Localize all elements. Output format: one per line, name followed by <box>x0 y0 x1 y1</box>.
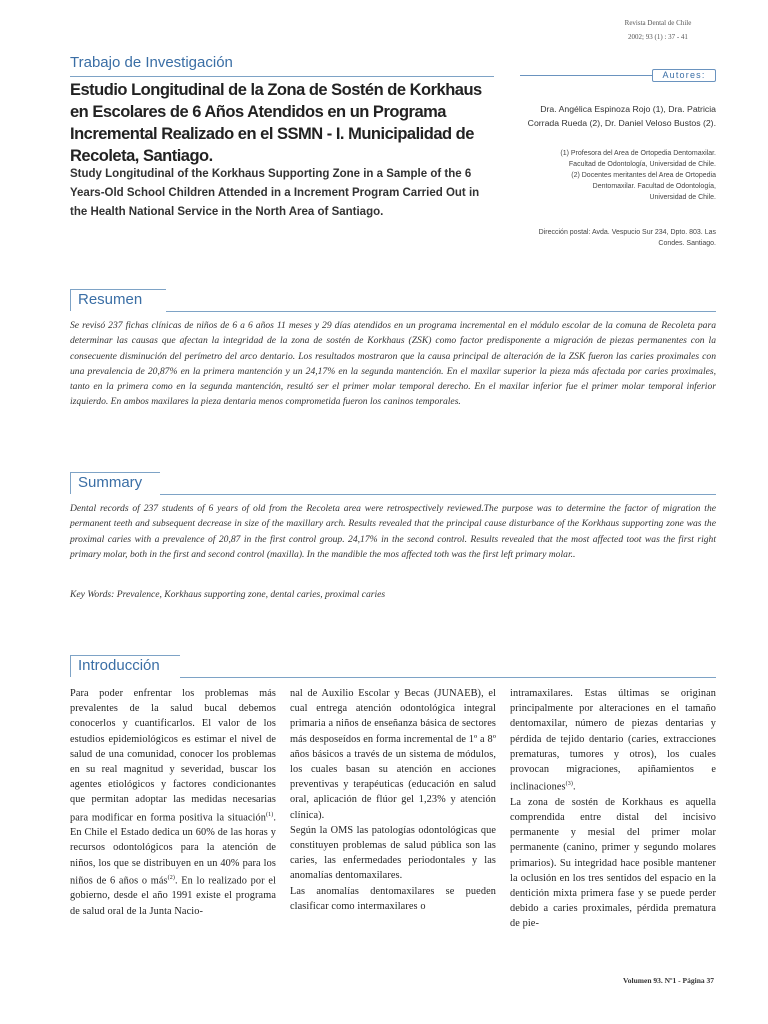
paragraph: nal de Auxilio Escolar y Becas (JUNAEB), el cual entrega atención odontológica integral primaria a niños de enseñanza básica de sectores más desposeídos en forma incremental de 1º a 8º años básicos a través de un sistema de módulos, los cuales basan su atención en acciones preventivas y terapéuticas (educación en salud oral, aplicación de flúor gel 1,23% y atención clínica). <box>290 688 496 821</box>
resumen-heading: Resumen <box>78 291 143 308</box>
autores-divider <box>520 75 652 76</box>
paragraph: intramaxilares. Estas últimas se originan principalmente por alteraciones en el tamaño dentomaxilar, número de piezas dentarias y pérdida de tejido dentario (caries, extracciones prematuras, tumores y otros), los cuales provocan migraciones, apiñamientos e inclinaciones$^{(3)}$. <box>510 688 716 793</box>
affiliations: (1) Profesora del Area de Ortopedia Dentomaxilar. Facultad de Odontología, Universidad de Chile. (2) Docentes meritantes del Area de Ortopedia Dentomaxilar. Facultad de Odontología, Universidad de Chile. <box>560 150 716 201</box>
section-label: Trabajo de Investigación <box>70 54 233 71</box>
journal-name: Revista Dental de Chile <box>624 19 692 27</box>
keywords: Key Words: Prevalence, Korkhaus supporting zone, dental caries, proximal caries <box>70 589 386 600</box>
postal-address: Dirección postal: Avda. Vespucio Sur 234, Dpto. 803. Las Condes. Santiago. <box>538 229 716 247</box>
journal-issue: 2002; 93 (1) : 37 - 41 <box>628 33 688 41</box>
title-divider <box>70 76 494 77</box>
paragraph: Para poder enfrentar los problemas más prevalentes de la salud bucal debemos conocerlos y cuantificarlos. El valor de los estudios epidemiológicos es estimar el nivel de salud de una comunidad, conocer los problemas en su real magnitud y severidad, buscar los agentes etiológicos y factores condicionantes que permitan adoptar las medidas necesarias para modificar en forma positiva la situación$^{(1)}$. En Chile el Estado dedica un 60% de las horas y recursos odontológicos para la atención de niños, los que se distribuyen en un 40% para los niños de 6 años o más$^{(2)}$. En lo realizado por el gobierno, desde el año 1991 existe el programa de salud oral de la Junta Nacio- <box>70 688 276 917</box>
introduccion-rule <box>180 677 716 678</box>
body-column-3 <box>510 686 716 932</box>
introduccion-heading: Introducción <box>78 657 160 674</box>
body-column-2 <box>290 686 496 914</box>
resumen-text: Se revisó 237 fichas clínicas de niños de 6 a 6 años 11 meses y 29 días atendidos en un programa incremental en el módulo escolar de la comuna de Recoleta para determinar las causas que afectan la integridad de la zona de sostén de Korkhaus (ZSK) como factor predisponente a migración de piezas permanentes con la consecuente disminución del perímetro del arco dentario. Los resultados mostraron que la causa principal de alteración de la ZSK fueron las caries proximales con una prevalencia de 20,87% en la primera mantención y un 24,17% en la segunda mantención. En el maxilar superior la pieza más afectada por caries proximales, tanto en la primera como en la segunda mantención, resultó ser el primer molar temporal derecho. En el maxilar inferior fue el primer molar temporal inferior izquierdo. En ambos maxilares la pieza dentaria menos comprometida fueron los caninos temporales. <box>70 320 716 408</box>
summary-rule <box>160 494 716 495</box>
spanish-title: Estudio Longitudinal de la Zona de Sostén de Korkhaus en Escolares de 6 Años Atendidos en un Programa Incremental Realizado en el SSMN - I. Municipalidad de Recoleta, Santiago. <box>70 81 482 165</box>
paragraph: Las anomalías dentomaxilares se pueden clasificar como intermaxilares o <box>290 885 496 912</box>
journal-header <box>606 16 710 44</box>
body-column-1 <box>70 686 276 919</box>
autores-label: Autores: <box>662 70 706 80</box>
authors: Dra. Angélica Espinoza Rojo (1), Dra. Patricia Corrada Rueda (2), Dr. Daniel Veloso Bustos (2). <box>527 104 716 128</box>
paragraph: La zona de sostén de Korkhaus es aquella comprendida entre distal del incisivo permanente y mesial del primer molar permanente (canino, primer y segundo molares primarios). Su integridad hace posible mantener la oclusión en los tres sentidos del espacio en la dentición mixta primera fase y se puede perder debido a caries proximales, pérdida prematura de pie- <box>510 796 716 930</box>
summary-text: Dental records of 237 students of 6 years of old from the Recoleta area were retrospectively reviewed.The purpose was to determine the factor of migration the permanent teeth and subsequent decrease in size of the maxillary arch. Results revealed that the principal cause disturbance of the Korkhaus supporting zone was the proximal caries with a prevalence of 20,87 in the first control group. 24,17% in the second control. Results revealed that the most affected toot was the first right primary molar, both in the first and second control (maxilla). In the mandible the mos affected toth was the first left primary molar.. <box>70 503 716 560</box>
page-footer: Volumen 93. Nº1 - Página 37 <box>623 976 714 985</box>
summary-heading: Summary <box>78 474 143 491</box>
paragraph: Según la OMS las patologías odontológicas que constituyen problemas de salud pública son las caries, las enfermedades periodontales y las anomalías dentomaxilares. <box>290 824 496 882</box>
english-title: Study Longitudinal of the Korkhaus Supporting Zone in a Sample of the 6 Years-Old School Children Attended in a Increment Program Carried Out in the Health National Service in the North Area of Santiago. <box>70 168 480 218</box>
resumen-rule <box>166 311 716 312</box>
